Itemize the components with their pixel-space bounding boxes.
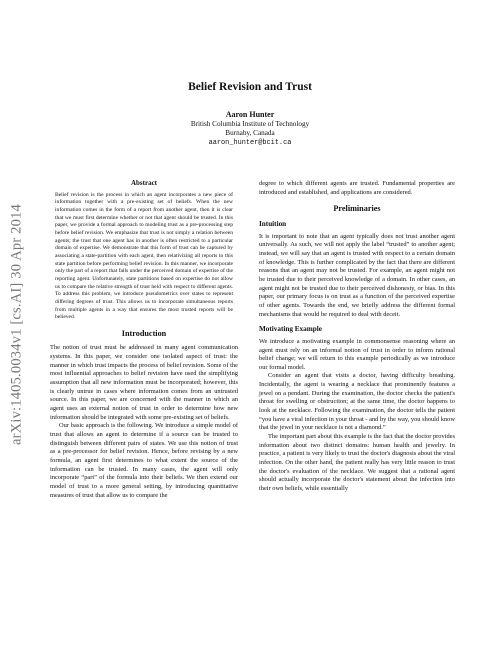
abstract-text: Belief revision is the process in which an agent incorporates a new piece of information together with a pre-existing set of beliefs. When the new information comes in the form of a report from another agent, then it is clear that we must first determine whether or not that agent should be trusted. In this paper, we provide a formal approach to modeling trust as a pre-processing step before belief revision. We emphasize that trust is not simply a relation between agents; the trust that one agent has in another is often restricted to a particular domain of expertise. We demonstrate that this form of trust can be captured by associating a state-partition with each agent, then relativizing all reports to this state partition before performing belief revision. In this manner, we incorporate only the part of a report that falls under the perceived domain of expertise of the reporting agent. Unfortunately, state partitions based on expertise do not allow us to compare the relative strength of trust held with respect to different agents. To address this problem, we introduce pseudometrics over states to represent differing degrees of trust. This allows us to incorporate simultaneous reports from multiple agents in a way that ensures the most trusted reports will be believed. <box>55 191 233 321</box>
author-name: Aaron Hunter <box>225 110 275 119</box>
intuition-heading: Intuition <box>259 219 287 228</box>
arxiv-identifier: arXiv:1405.0034v1 [cs.AI] 30 Apr 2014 <box>8 204 25 445</box>
abstract <box>55 180 233 322</box>
introduction-paragraph-1: The notion of trust must be addressed in many agent communication systems. In this paper, we consider one isolated aspect of trust: the manner in which trust impacts the process of belief revision. Some of the most influential approaches to belief revision have used the simplifying assumption that all new information must be incorporated; however, this is clearly untrue in cases where information comes from an untrusted source. In this paper, we are concerned with the manner in which an agent uses an external notion of trust in order to determine how new information should be integrated with some pre-existing set of beliefs. <box>50 344 238 421</box>
right-column <box>259 180 455 494</box>
abstract-heading: Abstract <box>130 179 158 187</box>
motivating-paragraph-1: We introduce a motivating example in commonsense reasoning where an agent must rely on an informal notion of trust in order to inform rational belief change; we will return to this example periodically as we introduce our formal model. <box>259 337 455 371</box>
motivating-paragraph-3: The important part about this example is the fact that the doctor provides information about two distinct domains: human health and jewelry. In practice, a patient is very likely to trust the doctor's diagnosis about the viral infection. On the other hand, the patient really has very little reason to trust the doctor's evaluation of the necklace. We suggest that a rational agent should actually incorporate the doctor's statement about the infection into their own beliefs, while essentially <box>259 433 455 492</box>
motivating-example-heading: Motivating Example <box>259 325 322 334</box>
intuition-paragraph: It is important to note that an agent typically does not trust another agent universally. As such, we will not apply the label “trusted” to another agent; instead, we will say that an agent is trusted with respect to a certain domain of knowledge. This is further complicated by the fact that there are different reasons that an agent may not be trusted. For example, an agent might not be trusted due to their perceived knowledge of a domain. In other cases, an agent might not be trusted due to their perceived dishonesty, or bias. In this paper, our primary focus is on trust as a function of the perceived expertise of other agents. Towards the end, we briefly address the different formal mechanisms that would be required to deal with deceit. <box>259 232 455 318</box>
author-block <box>0 110 500 148</box>
motivating-paragraph-2: Consider an agent that visits a doctor, having difficulty breathing. Incidentally, the agent is wearing a necklace that prominently features a jewel on a pendant. During the examination, the doctor checks the patient's throat for swelling or obstruction; at the same time, the doctor happens to look at the necklace. Following the examination, the doctor tells the patient “you have a viral infection in your throat - and by the way, you should know that the jewel in your necklace is not a diamond.” <box>259 372 455 432</box>
author-email: aaron_hunter@bcit.ca <box>208 138 292 147</box>
author-affiliation: British Columbia Institute of Technology <box>190 119 310 128</box>
introduction-heading: Introduction <box>121 328 167 338</box>
introduction-paragraph-2: Our basic approach is the following. We introduce a simple model of trust that allows an agent to determine if a source can be trusted to distinguish between different pairs of states. We use this notion of trust as a pre-processor for belief revision. Hence, before revising by a new formula, an agent first determines to what extent the source of the information can be trusted. In many cases, the agent will only incorporate “part” of the formula into their beliefs. We then extend our model of trust to a more general setting, by introducing quantitative measures of trust that allow us to compare the <box>50 422 238 499</box>
author-location: Burnaby, Canada <box>225 129 275 138</box>
left-column <box>50 180 238 500</box>
introduction-continued: degree to which different agents are trusted. Fundamental properties are introduced and established, and applications are considered. <box>259 180 455 196</box>
paper-title: Belief Revision and Trust <box>188 81 312 93</box>
preliminaries-heading: Preliminaries <box>333 204 381 214</box>
